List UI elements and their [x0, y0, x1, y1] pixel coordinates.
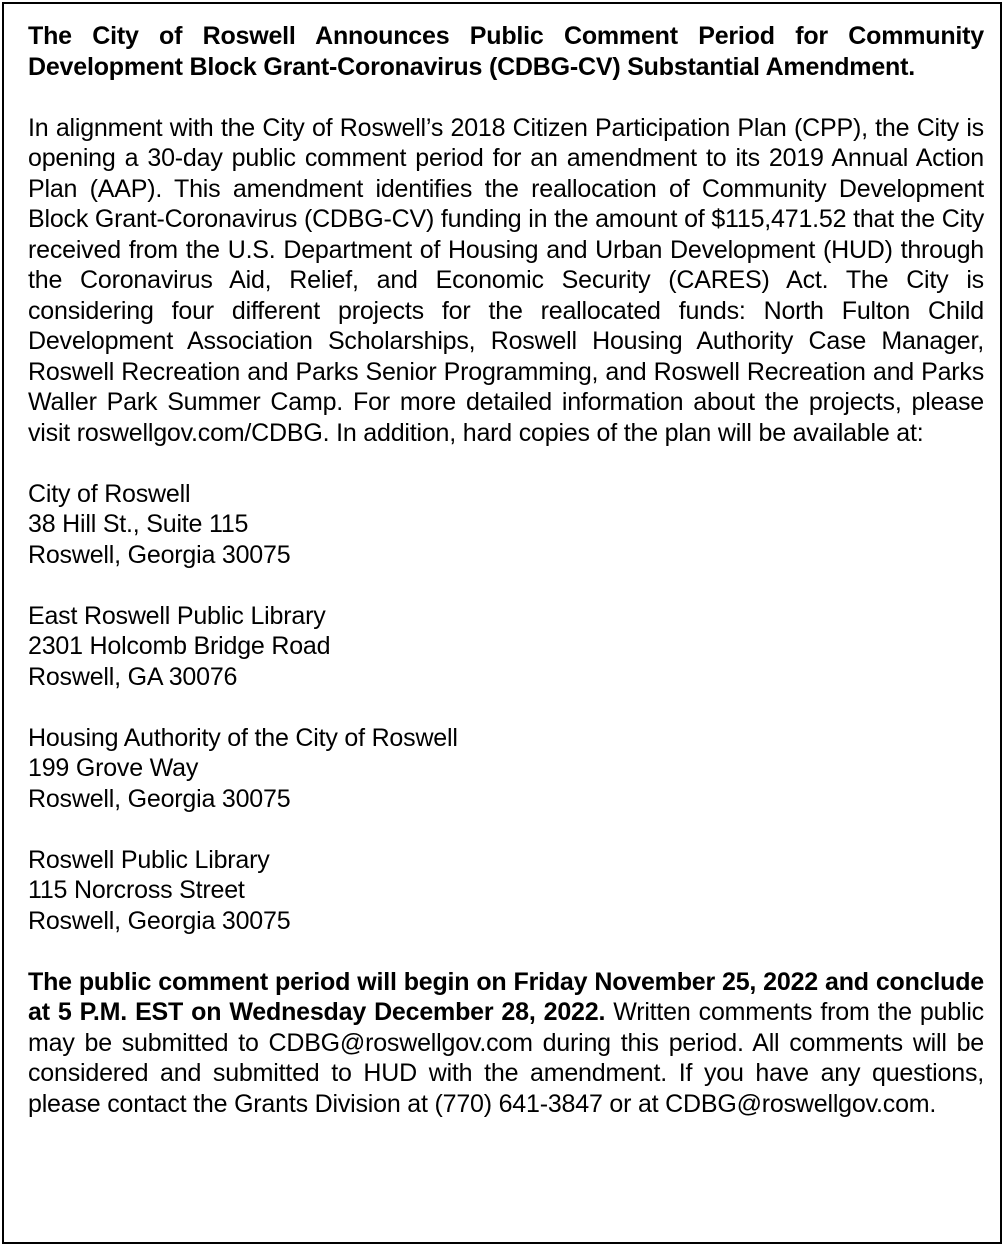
public-notice	[28, 21, 984, 1119]
location-city-state-zip: Roswell, Georgia 30075	[28, 906, 291, 935]
intro-paragraph: In alignment with the City of Roswell’s 2018 Citizen Participation Plan (CPP), the City is opening a 30-day public comment period for an amendment to its 2019 Annual Action Plan (AAP). This amendment identifies the reallocation of Community Development Block Grant-Coronavirus (CDBG-CV) funding in the amount of $115,471.52 that the City received from the U.S. Department of Housing and Urban Development (HUD) through the Coronavirus Aid, Relief, and Economic Security (CARES) Act. The City is considering four different projects for the reallocated funds: North Fulton Child Development Association Scholarships, Roswell Housing Authority Case Manager, Roswell Recreation and Parks Senior Programming, and Roswell Recreation and Parks Waller Park Summer Camp. For more detailed information about the projects, please visit roswellgov.com/CDBG. In addition, hard copies of the plan will be available at:	[28, 113, 984, 447]
location-street: 115 Norcross Street	[28, 876, 245, 904]
location-city-state-zip: Roswell, Georgia 30075	[28, 540, 291, 569]
address-city-of-roswell	[28, 479, 984, 571]
address-housing-authority	[28, 723, 984, 815]
location-name: East Roswell Public Library	[28, 601, 326, 630]
closing-paragraph	[28, 967, 984, 1120]
location-name: Roswell Public Library	[28, 845, 270, 874]
comment-period-dates: The public comment period will begin on Friday November 25, 2022 and conclude at 5 P.M. EST on Wednesday December 28, 2022.	[28, 967, 984, 1026]
location-street: 2301 Holcomb Bridge Road	[28, 632, 331, 660]
location-street: 199 Grove Way	[28, 754, 199, 782]
location-city-state-zip: Roswell, Georgia 30075	[28, 784, 291, 813]
location-city-state-zip: Roswell, GA 30076	[28, 662, 238, 691]
address-roswell-public-library	[28, 845, 984, 937]
notice-title: The City of Roswell Announces Public Comment Period for Community Development Block Grant-Coronavirus (CDBG-CV) Substantial Amendment.	[28, 22, 984, 81]
location-name: City of Roswell	[28, 479, 191, 508]
address-east-roswell-library	[28, 601, 984, 693]
location-street: 38 Hill St., Suite 115	[28, 510, 249, 538]
closing-instructions: Written comments from the public may be submitted to CDBG@roswellgov.com during this period. All comments will be considered and submitted to HUD with the amendment. If you have any questions, please contact the Grants Division at (770) 641-3847 or at CDBG@roswellgov.com.	[28, 998, 984, 1118]
location-name: Housing Authority of the City of Roswell	[28, 723, 458, 752]
